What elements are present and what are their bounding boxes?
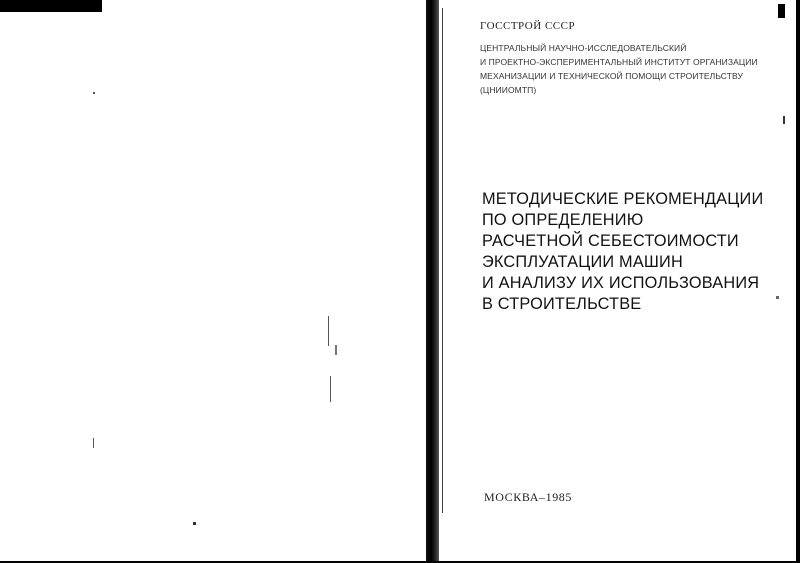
- title-line: ПО ОПРЕДЕЛЕНИЮ: [482, 210, 644, 229]
- institute-line: И ПРОЕКТНО-ЭКСПЕРИМЕНТАЛЬНЫЙ ИНСТИТУТ ОРГАНИЗАЦИИ: [480, 57, 758, 67]
- scan-speck: [330, 376, 331, 402]
- title-line: ЭКСПЛУАТАЦИИ МАШИН: [482, 252, 683, 271]
- gutter-line: [442, 8, 443, 513]
- scan-speck: [335, 345, 337, 355]
- title-line: МЕТОДИЧЕСКИЕ РЕКОМЕНДАЦИИ: [482, 189, 764, 208]
- scan-edge-right: [796, 0, 800, 563]
- institute-line: (ЦНИИОМТП): [480, 85, 537, 95]
- document-title: [482, 188, 763, 314]
- institute-line: МЕХАНИЗАЦИИ И ТЕХНИЧЕСКОЙ ПОМОЩИ СТРОИТЕЛЬСТВУ: [480, 71, 744, 81]
- scan-speck: [193, 522, 196, 525]
- scan-edge-notch: [778, 4, 785, 18]
- title-line: И АНАЛИЗУ ИХ ИСПОЛЬЗОВАНИЯ: [482, 273, 760, 292]
- ministry-name: ГОССТРОЙ СССР: [480, 20, 576, 32]
- scan-edge-top-left: [0, 0, 102, 12]
- title-line: В СТРОИТЕЛЬСТВЕ: [482, 294, 642, 313]
- book-spine: [426, 0, 439, 563]
- publication-place-year: МОСКВА–1985: [484, 490, 573, 504]
- title-line: РАСЧЕТНОЙ СЕБЕСТОИМОСТИ: [482, 231, 739, 250]
- institute-name: [480, 41, 758, 97]
- scan-speck: [776, 296, 779, 299]
- scan-speck: [93, 92, 95, 94]
- scan-speck: [783, 116, 785, 124]
- scan-speck: [328, 316, 329, 346]
- institute-line: ЦЕНТРАЛЬНЫЙ НАУЧНО-ИССЛЕДОВАТЕЛЬСКИЙ: [480, 43, 687, 53]
- scan-speck: [93, 438, 94, 448]
